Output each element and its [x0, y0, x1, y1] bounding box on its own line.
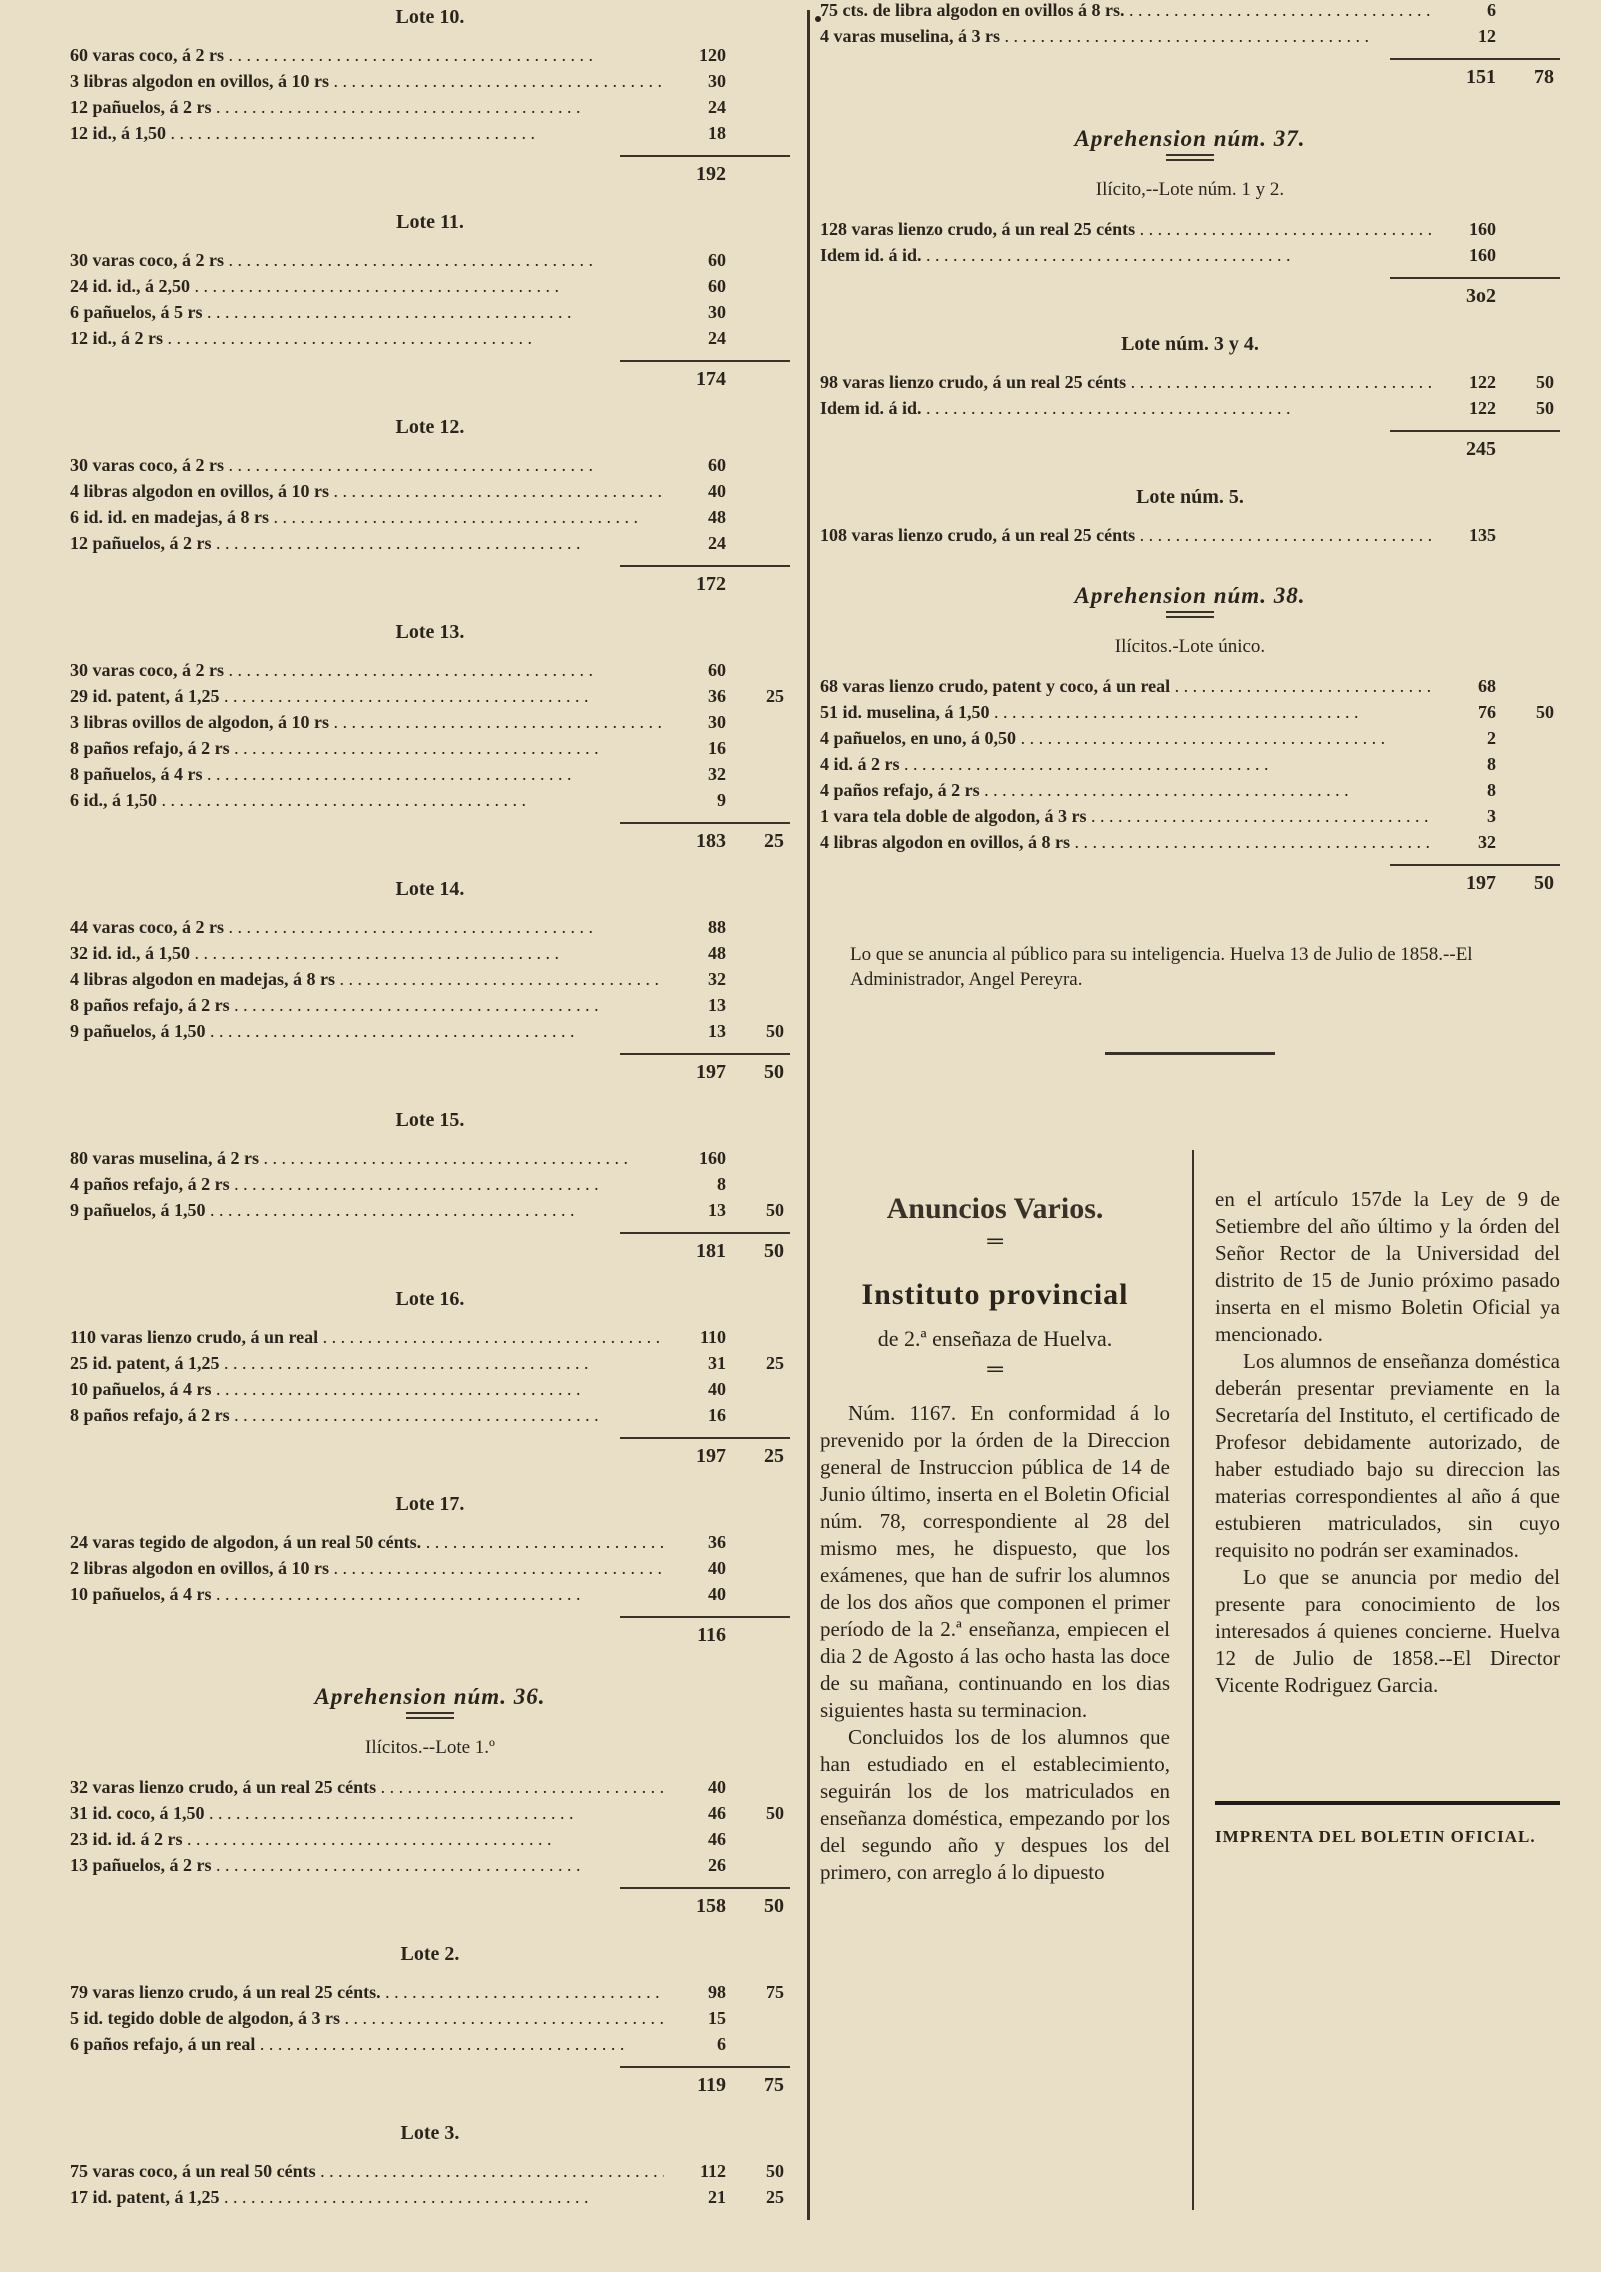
announcements-heading: Anuncios Varios. — [886, 1192, 1104, 1225]
item-description: 4 libras algodon en ovillos, á 8 rs . . . — [820, 832, 1434, 853]
item-amount: 24 — [708, 97, 726, 117]
total-amount: 151 — [1466, 65, 1496, 88]
item-description: 51 id. muselina, á 1,50 . . . — [820, 702, 1434, 723]
table-row — [70, 1584, 790, 1610]
item-amount: 46 — [708, 1803, 726, 1823]
item-description: 32 id. id., á 1,50 . . . — [70, 943, 664, 964]
announcement-body — [1215, 1186, 1560, 1699]
item-amount: 40 — [708, 1379, 726, 1399]
total-amount: 158 — [696, 1894, 726, 1917]
item-amount: 160 — [699, 1148, 726, 1168]
table-row — [820, 0, 1560, 26]
total-amount: 245 — [1466, 437, 1496, 460]
item-amount: 32 — [708, 969, 726, 989]
item-description: Idem id. á id. . . . — [820, 245, 1434, 266]
item-description: 4 paños refajo, á 2 rs . . . — [820, 780, 1434, 801]
item-amount: 36 — [708, 1532, 726, 1552]
item-amount: 40 — [708, 1558, 726, 1578]
item-description: 4 varas muselina, á 3 rs . . . — [820, 26, 1434, 47]
item-amount: 8 — [1487, 780, 1496, 800]
table-row — [70, 917, 790, 943]
total-cents: 78 — [1534, 65, 1554, 88]
table-row — [820, 26, 1560, 52]
item-description: 2 libras algodon en ovillos, á 10 rs . . . — [70, 1558, 664, 1579]
item-description: 12 pañuelos, á 2 rs . . . — [70, 97, 664, 118]
item-amount: 110 — [699, 1327, 726, 1347]
total-wrap — [70, 1610, 790, 1666]
item-amount: 46 — [708, 1829, 726, 1849]
item-amount: 88 — [708, 917, 726, 937]
table-row — [820, 398, 1560, 424]
item-description: 6 id., á 1,50 . . . — [70, 790, 664, 811]
table-row — [70, 97, 790, 123]
lot-title: Lote 11. — [396, 211, 464, 233]
item-amount: 112 — [699, 2161, 726, 2181]
lot-total — [620, 1437, 790, 1473]
total-cents: 50 — [1534, 871, 1554, 894]
table-row — [70, 1532, 790, 1558]
table-row — [70, 660, 790, 686]
item-amount: 21 — [708, 2187, 726, 2207]
announcement-paragraph: Concluidos los de los alumnos que han estudiado en el establecimiento, seguirán los de los matriculados en enseñanza doméstica, empezando por los del segundo año y despues los del primero, con arreglo á lo dipuesto — [820, 1725, 1170, 1884]
item-amount: 48 — [708, 507, 726, 527]
total-wrap — [820, 424, 1560, 480]
item-description: 4 paños refajo, á 2 rs . . . — [70, 1174, 664, 1195]
lot-total — [620, 360, 790, 396]
total-amount: 197 — [1466, 871, 1496, 894]
lot-title: Lote núm. 5. — [1136, 486, 1244, 508]
lot-title: Lote 3. — [400, 2122, 460, 2144]
lot-total — [620, 1616, 790, 1652]
item-description: 9 pañuelos, á 1,50 . . . — [70, 1200, 664, 1221]
lot-total — [1390, 58, 1560, 94]
table-row — [820, 525, 1560, 551]
double-rule-mark: ═ — [987, 1228, 1003, 1253]
total-wrap — [70, 559, 790, 615]
item-amount: 26 — [708, 1855, 726, 1875]
total-amount: 183 — [696, 829, 726, 852]
table-row — [70, 328, 790, 354]
total-amount: 197 — [696, 1444, 726, 1467]
imprenta-rule — [1215, 1801, 1560, 1805]
item-amount: 6 — [1487, 0, 1496, 20]
item-cents: 50 — [766, 2161, 784, 2181]
table-row — [70, 1982, 790, 2008]
item-amount: 60 — [708, 250, 726, 270]
table-row — [70, 738, 790, 764]
total-amount: 119 — [697, 2073, 726, 2096]
item-description: 75 varas coco, á un real 50 cénts . . . — [70, 2161, 664, 2182]
item-cents: 25 — [766, 2187, 784, 2207]
table-row — [70, 1148, 790, 1174]
item-description: 60 varas coco, á 2 rs . . . — [70, 45, 664, 66]
item-amount: 68 — [1478, 676, 1496, 696]
section-subtitle: Ilícitos.--Lote 1.º — [365, 1737, 495, 1758]
item-description: 44 varas coco, á 2 rs . . . — [70, 917, 664, 938]
table-row — [70, 507, 790, 533]
total-cents: 25 — [764, 1444, 784, 1467]
item-amount: 16 — [708, 1405, 726, 1425]
table-row — [70, 1558, 790, 1584]
double-rule — [1166, 154, 1214, 161]
section-title: Aprehension núm. 37. — [1074, 126, 1306, 151]
item-amount: 6 — [717, 2034, 726, 2054]
item-description: 23 id. id. á 2 rs . . . — [70, 1829, 664, 1850]
item-amount: 13 — [708, 995, 726, 1015]
lot-title: Lote 15. — [395, 1109, 465, 1131]
item-description: 79 varas lienzo crudo, á un real 25 cénts. . . . — [70, 1982, 664, 2003]
table-row — [70, 995, 790, 1021]
total-wrap — [70, 2060, 790, 2116]
section-title: Aprehension núm. 38. — [1074, 583, 1306, 608]
announcements-divider — [1192, 1150, 1194, 2210]
item-amount: 135 — [1469, 525, 1496, 545]
table-row — [70, 943, 790, 969]
lot-total — [620, 155, 790, 191]
lot-title: Lote 17. — [395, 1493, 465, 1515]
table-row — [820, 806, 1560, 832]
item-description: 30 varas coco, á 2 rs . . . — [70, 250, 664, 271]
item-cents: 50 — [1536, 702, 1554, 722]
item-description: 25 id. patent, á 1,25 . . . — [70, 1353, 664, 1374]
item-amount: 24 — [708, 328, 726, 348]
lot-title: Lote 12. — [395, 416, 465, 438]
lot-total — [620, 1887, 790, 1923]
item-amount: 2 — [1487, 728, 1496, 748]
item-amount: 32 — [708, 764, 726, 784]
spacer — [820, 551, 1560, 565]
item-description: 6 paños refajo, á un real . . . — [70, 2034, 664, 2055]
item-amount: 60 — [708, 660, 726, 680]
item-description: 68 varas lienzo crudo, patent y coco, á un real . . . — [820, 676, 1434, 697]
total-wrap — [70, 1047, 790, 1103]
item-description: 24 varas tegido de algodon, á un real 50 cénts. . . . — [70, 1532, 664, 1553]
item-amount: 60 — [708, 455, 726, 475]
item-description: 8 paños refajo, á 2 rs . . . — [70, 1405, 664, 1426]
total-amount: 174 — [696, 367, 726, 390]
table-row — [70, 123, 790, 149]
table-row — [70, 1803, 790, 1829]
table-row — [70, 2161, 790, 2187]
table-row — [820, 219, 1560, 245]
item-amount: 30 — [708, 71, 726, 91]
item-description: 4 pañuelos, en uno, á 0,50 . . . — [820, 728, 1434, 749]
item-cents: 50 — [766, 1021, 784, 1041]
table-row — [70, 686, 790, 712]
left-column — [70, 0, 790, 2227]
item-description: 3 libras algodon en ovillos, á 10 rs . . . — [70, 71, 664, 92]
lot-title: Lote núm. 3 y 4. — [1121, 333, 1259, 355]
item-amount: 31 — [708, 1353, 726, 1373]
total-wrap — [70, 1226, 790, 1282]
institute-title: Instituto provincial — [861, 1278, 1129, 1311]
item-description: 6 id. id. en madejas, á 8 rs . . . — [70, 507, 664, 528]
table-row — [70, 1200, 790, 1226]
public-notice: Lo que se anuncia al público para su inteligencia. Huelva 13 de Julio de 1858.--El Administrador, Angel Pereyra. — [850, 944, 1473, 990]
item-amount: 160 — [1469, 245, 1496, 265]
item-amount: 48 — [708, 943, 726, 963]
table-row — [70, 1174, 790, 1200]
item-amount: 40 — [708, 1777, 726, 1797]
announcements — [820, 1150, 1560, 2230]
table-row — [70, 481, 790, 507]
announcements-column-2 — [1215, 1150, 1560, 1847]
item-amount: 160 — [1469, 219, 1496, 239]
total-wrap — [70, 149, 790, 205]
lot-title: Lote 2. — [400, 1943, 460, 1965]
table-row — [70, 533, 790, 559]
item-description: 30 varas coco, á 2 rs . . . — [70, 660, 664, 681]
table-row — [820, 780, 1560, 806]
item-description: 8 paños refajo, á 2 rs . . . — [70, 738, 664, 759]
item-amount: 15 — [708, 2008, 726, 2028]
table-row — [70, 1829, 790, 1855]
item-amount: 13 — [708, 1021, 726, 1041]
double-rule — [406, 1712, 454, 1719]
section-rule — [1105, 1052, 1275, 1055]
item-amount: 122 — [1469, 372, 1496, 392]
table-row — [70, 969, 790, 995]
item-description: 12 pañuelos, á 2 rs . . . — [70, 533, 664, 554]
item-description: 29 id. patent, á 1,25 . . . — [70, 686, 664, 707]
item-amount: 122 — [1469, 398, 1496, 418]
table-row — [820, 754, 1560, 780]
right-column — [820, 0, 1560, 1055]
item-amount: 24 — [708, 533, 726, 553]
item-description: 12 id., á 1,50 . . . — [70, 123, 664, 144]
item-description: 30 varas coco, á 2 rs . . . — [70, 455, 664, 476]
announcements-column-1 — [820, 1150, 1170, 1886]
item-cents: 50 — [1536, 372, 1554, 392]
lot-total — [620, 1232, 790, 1268]
item-cents: 25 — [766, 686, 784, 706]
table-row — [820, 728, 1560, 754]
table-row — [70, 1777, 790, 1803]
item-cents: 75 — [766, 1982, 784, 2002]
item-description: 80 varas muselina, á 2 rs . . . — [70, 1148, 664, 1169]
item-amount: 30 — [708, 302, 726, 322]
item-amount: 3 — [1487, 806, 1496, 826]
item-amount: 8 — [717, 1174, 726, 1194]
total-amount: 3o2 — [1466, 284, 1496, 307]
item-amount: 8 — [1487, 754, 1496, 774]
item-amount: 13 — [708, 1200, 726, 1220]
item-description: 75 cts. de libra algodon en ovillos á 8 rs. . . . — [820, 0, 1434, 21]
item-description: 4 libras algodon en madejas, á 8 rs . . . — [70, 969, 664, 990]
table-row — [70, 1379, 790, 1405]
total-wrap — [70, 816, 790, 872]
item-description: 110 varas lienzo crudo, á un real . . . — [70, 1327, 664, 1348]
lot-total — [620, 822, 790, 858]
item-description: 108 varas lienzo crudo, á un real 25 cénts . . . — [820, 525, 1434, 546]
total-wrap — [820, 858, 1560, 914]
item-amount: 98 — [708, 1982, 726, 2002]
table-row — [70, 1021, 790, 1047]
table-row — [820, 676, 1560, 702]
item-amount: 76 — [1478, 702, 1496, 722]
announcement-paragraph: Lo que se anuncia por medio del presente para conocimiento de los interesados á quienes concierne. Huelva 12 de Julio de 1858.--El Director Vicente Rodriguez Garcia. — [1215, 1565, 1560, 1697]
table-row — [70, 790, 790, 816]
item-description: 10 pañuelos, á 4 rs . . . — [70, 1584, 664, 1605]
table-row — [70, 455, 790, 481]
table-row — [70, 1327, 790, 1353]
table-row — [820, 832, 1560, 858]
item-description: 9 pañuelos, á 1,50 . . . — [70, 1021, 664, 1042]
item-description: 98 varas lienzo crudo, á un real 25 cénts . . . — [820, 372, 1434, 393]
lot-title: Lote 14. — [395, 878, 465, 900]
total-amount: 192 — [696, 162, 726, 185]
item-cents: 50 — [766, 1803, 784, 1823]
item-description: 4 id. á 2 rs . . . — [820, 754, 1434, 775]
item-description: 6 pañuelos, á 5 rs . . . — [70, 302, 664, 323]
item-description: Idem id. á id. . . . — [820, 398, 1434, 419]
item-cents: 25 — [766, 1353, 784, 1373]
total-amount: 197 — [696, 1060, 726, 1083]
total-wrap — [820, 271, 1560, 327]
table-row — [70, 45, 790, 71]
lot-total — [620, 1053, 790, 1089]
table-row — [70, 2008, 790, 2034]
lot-total — [620, 565, 790, 601]
table-row — [70, 2187, 790, 2213]
double-rule — [1166, 611, 1214, 618]
item-description: 13 pañuelos, á 2 rs . . . — [70, 1855, 664, 1876]
double-rule-mark: ═ — [987, 1356, 1003, 1381]
section-subtitle: Ilícitos.-Lote único. — [1114, 636, 1266, 657]
item-amount: 40 — [708, 1584, 726, 1604]
item-description: 5 id. tegido doble de algodon, á 3 rs . . . — [70, 2008, 664, 2029]
table-row — [820, 702, 1560, 728]
section-subtitle: Ilícito,--Lote núm. 1 y 2. — [1095, 179, 1285, 200]
institute-subtitle: de 2.ª enseñaza de Huelva. — [877, 1326, 1113, 1351]
total-cents: 50 — [764, 1239, 784, 1262]
total-wrap — [70, 1431, 790, 1487]
announcement-body — [820, 1400, 1170, 1886]
item-description: 31 id. coco, á 1,50 . . . — [70, 1803, 664, 1824]
item-description: 128 varas lienzo crudo, á un real 25 cénts . . . — [820, 219, 1434, 240]
announcement-paragraph: en el artículo 157de la Ley de 9 de Setiembre del año último y la órden del Señor Rector de la Universidad del distrito de 15 de Junio próximo pasado inserta en el mismo Boletin Oficial ya mencionado. — [1215, 1187, 1560, 1346]
item-description: 12 id., á 2 rs . . . — [70, 328, 664, 349]
table-row — [70, 250, 790, 276]
item-description: 4 libras algodon en ovillos, á 10 rs . . . — [70, 481, 664, 502]
table-row — [70, 276, 790, 302]
total-wrap — [70, 1881, 790, 1937]
item-description: 17 id. patent, á 1,25 . . . — [70, 2187, 664, 2208]
total-wrap — [820, 52, 1560, 108]
item-description: 8 paños refajo, á 2 rs . . . — [70, 995, 664, 1016]
lot-total — [1390, 277, 1560, 313]
item-description: 8 pañuelos, á 4 rs . . . — [70, 764, 664, 785]
column-divider — [807, 10, 810, 2220]
lot-title: Lote 16. — [395, 1288, 465, 1310]
item-amount: 60 — [708, 276, 726, 296]
item-description: 10 pañuelos, á 4 rs . . . — [70, 1379, 664, 1400]
lot-total — [1390, 430, 1560, 466]
item-amount: 120 — [699, 45, 726, 65]
table-row — [70, 1353, 790, 1379]
table-row — [820, 372, 1560, 398]
lot-title: Lote 13. — [395, 621, 465, 643]
announcement-paragraph: Núm. 1167. En conformidad á lo prevenido por la órden de la Direccion general de Instruccion pública de 14 de Junio último, inserta en el Boletin Oficial núm. 78, correspondiente al 28 del mismo mes, he dispuesto, que los exámenes, que han de sufrir los alumnos de los dos años que componen el primer período de la 2.ª enseñanza, empiecen el dia 2 de Agosto á las ocho hasta las doce de su mañana, continuando en los dias siguientes hasta su terminacion. — [820, 1401, 1170, 1722]
section-title: Aprehension núm. 36. — [314, 1684, 546, 1709]
item-description: 3 libras ovillos de algodon, á 10 rs . . . — [70, 712, 664, 733]
lot-total — [1390, 864, 1560, 900]
item-amount: 12 — [1478, 26, 1496, 46]
item-cents: 50 — [766, 1200, 784, 1220]
table-row — [70, 712, 790, 738]
announcement-paragraph: Los alumnos de enseñanza doméstica deberán presentar previamente en la Secretaría del Instituto, el certificado de Profesor debidamente autorizado, de haber estudiado bajo su direccion las materias correspondientes al año á que estubieren matriculados, sin cuyo requisito no podrán ser examinados. — [1215, 1349, 1560, 1562]
table-row — [70, 2034, 790, 2060]
total-wrap — [70, 354, 790, 410]
item-amount: 16 — [708, 738, 726, 758]
total-cents: 25 — [764, 829, 784, 852]
spacer — [70, 2213, 790, 2227]
imprenta-line: IMPRENTA DEL BOLETIN OFICIAL. — [1215, 1827, 1536, 1846]
table-row — [70, 302, 790, 328]
total-amount: 172 — [696, 572, 726, 595]
item-amount: 30 — [708, 712, 726, 732]
total-cents: 50 — [764, 1894, 784, 1917]
lot-title: Lote 10. — [395, 6, 465, 28]
table-row — [70, 1855, 790, 1881]
item-description: 1 vara tela doble de algodon, á 3 rs . . . — [820, 806, 1434, 827]
total-cents: 75 — [764, 2073, 784, 2096]
item-amount: 36 — [708, 686, 726, 706]
lot-total — [620, 2066, 790, 2102]
total-amount: 181 — [696, 1239, 726, 1262]
item-amount: 40 — [708, 481, 726, 501]
item-description: 32 varas lienzo crudo, á un real 25 cénts . . . — [70, 1777, 664, 1798]
table-row — [70, 764, 790, 790]
table-row — [70, 1405, 790, 1431]
table-row — [70, 71, 790, 97]
item-amount: 18 — [708, 123, 726, 143]
total-cents: 50 — [764, 1060, 784, 1083]
item-cents: 50 — [1536, 398, 1554, 418]
item-description: 24 id. id., á 2,50 . . . — [70, 276, 664, 297]
item-amount: 9 — [717, 790, 726, 810]
table-row — [820, 245, 1560, 271]
item-amount: 32 — [1478, 832, 1496, 852]
total-amount: 116 — [697, 1623, 726, 1646]
